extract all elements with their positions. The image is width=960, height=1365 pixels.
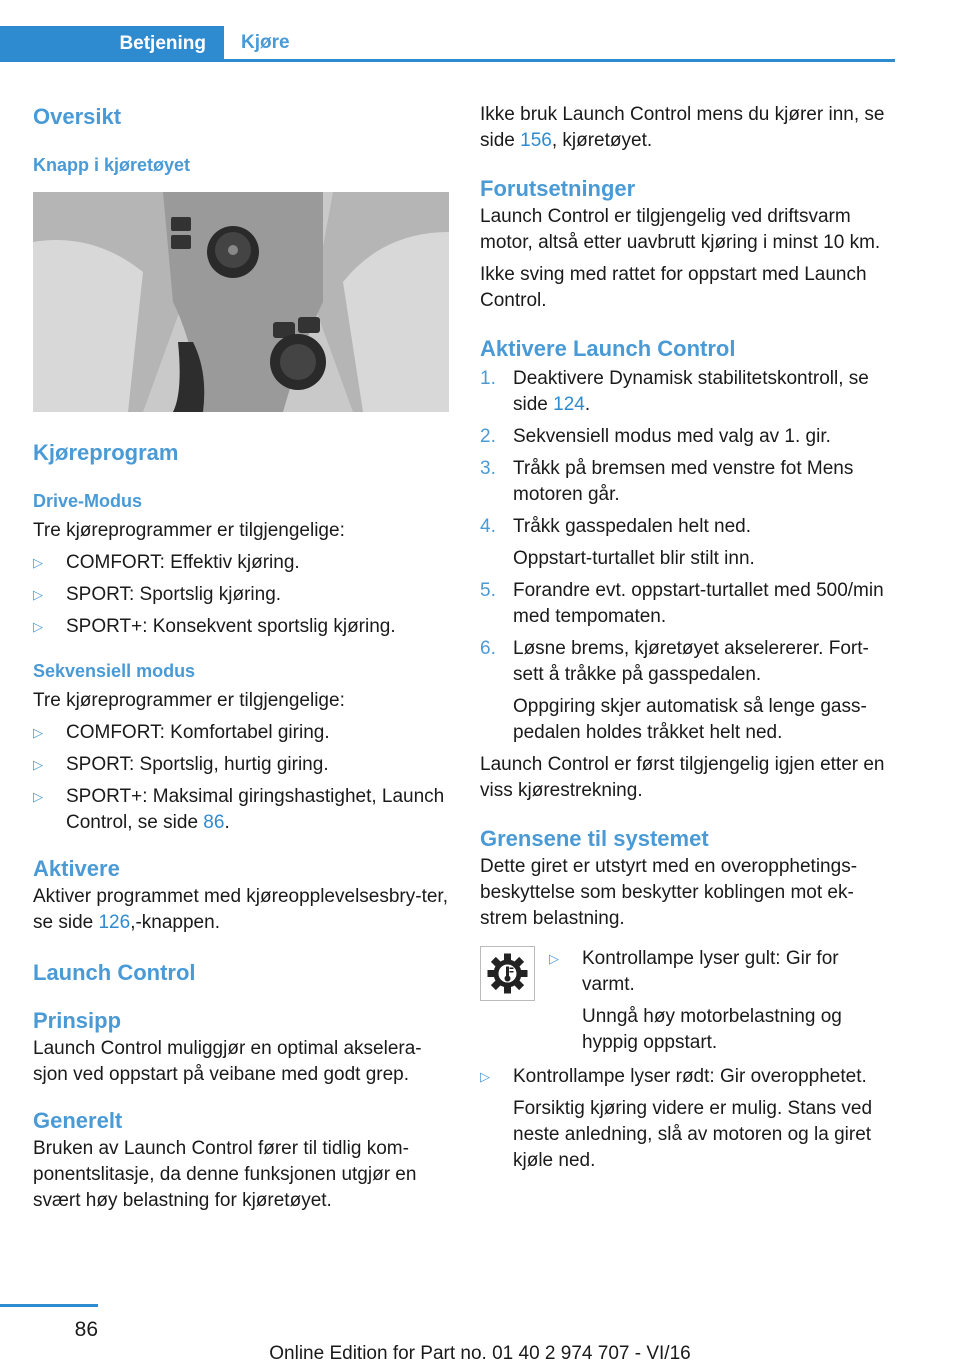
list-item: 2. Sekvensiell modus med valg av 1. gir. (480, 426, 831, 447)
triangle-right-icon: ▷ (33, 725, 43, 740)
triangle-right-icon: ▷ (33, 757, 43, 772)
list-item: ▷ SPORT: Sportslig, hurtig giring. (33, 752, 449, 778)
gear-temperature-warning-icon (480, 946, 535, 1001)
heading-sekvensiell: Sekvensiell modus (33, 661, 196, 681)
heading-drivemodus: Drive-Modus (33, 491, 143, 511)
page-link-124[interactable]: 124 (553, 394, 585, 415)
seq-intro: Tre kjøreprogrammer er tilgjengelige: (33, 690, 345, 711)
prinsipp-text: Launch Control muliggjør en optimal akselera‐sjon ved oppstart på veibane med godt grep. (33, 1038, 422, 1085)
right-column (480, 102, 890, 1174)
warn1-note: Unngå høy motorbelastning og hyppig oppstart. (582, 1006, 842, 1053)
page-number: 86 (74, 1318, 98, 1341)
list-item: ▷ SPORT+: Konsekvent sportslig kjøring. (33, 614, 449, 640)
footer-rule (0, 1304, 98, 1307)
list-item: ▷ SPORT+: Maksimal giringshastighet, Launch Control, se side 86. (33, 786, 445, 833)
list-item: ▷ SPORT: Sportslig kjøring. (33, 582, 449, 608)
warn2-note: Forsiktig kjøring videre er mulig. Stans ved neste anledning, slå av motoren og la giret kjøle ned. (513, 1098, 873, 1171)
warning-block (480, 946, 890, 1056)
tab-kjore[interactable]: Kjøre (241, 31, 290, 53)
edition-note: Online Edition for Part no. 01 40 2 974 707 - VI/16 (269, 1343, 691, 1364)
header-tabbar (0, 26, 895, 62)
warning-body (535, 946, 890, 1056)
triangle-right-icon: ▷ (33, 619, 43, 634)
triangle-right-icon: ▷ (549, 951, 559, 966)
list-item: 5. Forandre evt. oppstart-turtallet med 500/min med tempomaten. (480, 580, 884, 627)
center-console-photo (33, 192, 449, 412)
list-item: 6. Løsne brems, kjøretøyet akselererer. Fort‐sett å tråkke på gasspedalen. (480, 638, 869, 685)
page-link-156[interactable]: 156 (520, 130, 552, 151)
heading-knapp: Knapp i kjøretøyet (33, 155, 191, 175)
heading-prinsipp: Prinsipp (33, 1008, 122, 1033)
tab-betjening[interactable]: Betjening (0, 26, 224, 62)
heading-aktivere-launch-control: Aktivere Launch Control (480, 336, 736, 361)
left-column (33, 96, 449, 1214)
forut-p2: Ikke sving med rattet for oppstart med Launch Control. (480, 264, 867, 311)
heading-kjoreprogram: Kjøreprogram (33, 440, 179, 465)
step-6-note: Oppgiring skjer automatisk så lenge gass‐pedalen holdes tråkket helt ned. (513, 696, 867, 743)
aktivere-text: Aktiver programmet med kjøreopplevelsesbry‐ter, se side 126,-knappen. (33, 886, 448, 933)
triangle-right-icon: ▷ (33, 587, 43, 602)
heading-forutsetninger: Forutsetninger (480, 176, 636, 201)
list-item: 4. Tråkk gasspedalen helt ned. (480, 516, 752, 537)
step-4-note: Oppstart-turtallet blir stilt inn. (513, 548, 755, 569)
list-item: 3. Tråkk på bremsen med venstre fot Mens motoren går. (480, 458, 854, 505)
list-item: ▷ Kontrollampe lyser gult: Gir for varmt. (549, 948, 839, 995)
triangle-right-icon: ▷ (33, 789, 43, 804)
list-item: 1. Deaktivere Dynamisk stabilitetskontroll, se side 124. (480, 368, 869, 415)
list-item: ▷ COMFORT: Effektiv kjøring. (33, 550, 449, 576)
heading-generelt: Generelt (33, 1108, 123, 1133)
heading-launch-control: Launch Control (33, 960, 196, 985)
page-link-86[interactable]: 86 (203, 812, 225, 833)
list-item: ▷ Kontrollampe lyser rødt: Gir overopphetet. (480, 1064, 890, 1090)
triangle-right-icon: ▷ (480, 1069, 490, 1084)
intro-text: Ikke bruk Launch Control mens du kjører inn, se side 156, kjøretøyet. (480, 104, 885, 151)
forut-p1: Launch Control er tilgjengelig ved driftsvarm motor, altså etter uavbrutt kjøring i minst 10 km. (480, 206, 881, 253)
heading-oversikt: Oversikt (33, 104, 122, 129)
heading-grensene: Grensene til systemet (480, 826, 709, 851)
after-steps-text: Launch Control er først tilgjengelig igjen etter en viss kjørestrekning. (480, 754, 885, 801)
generelt-text: Bruken av Launch Control fører til tidlig kom‐ponentslitasje, da denne funksjonen utgjør en svært høy belastning for kjøretøyet. (33, 1138, 417, 1211)
list-item: ▷ COMFORT: Komfortabel giring. (33, 720, 449, 746)
page-link-126[interactable]: 126 (98, 912, 131, 933)
grensene-text: Dette giret er utstyrt med en overopphetings‐beskyttelse som beskytter koblingen mot ek‐strem belastning. (480, 856, 858, 929)
drive-intro: Tre kjøreprogrammer er tilgjengelige: (33, 520, 345, 541)
tabbar-underline (0, 59, 895, 62)
heading-aktivere: Aktivere (33, 856, 120, 881)
triangle-right-icon: ▷ (33, 555, 43, 570)
